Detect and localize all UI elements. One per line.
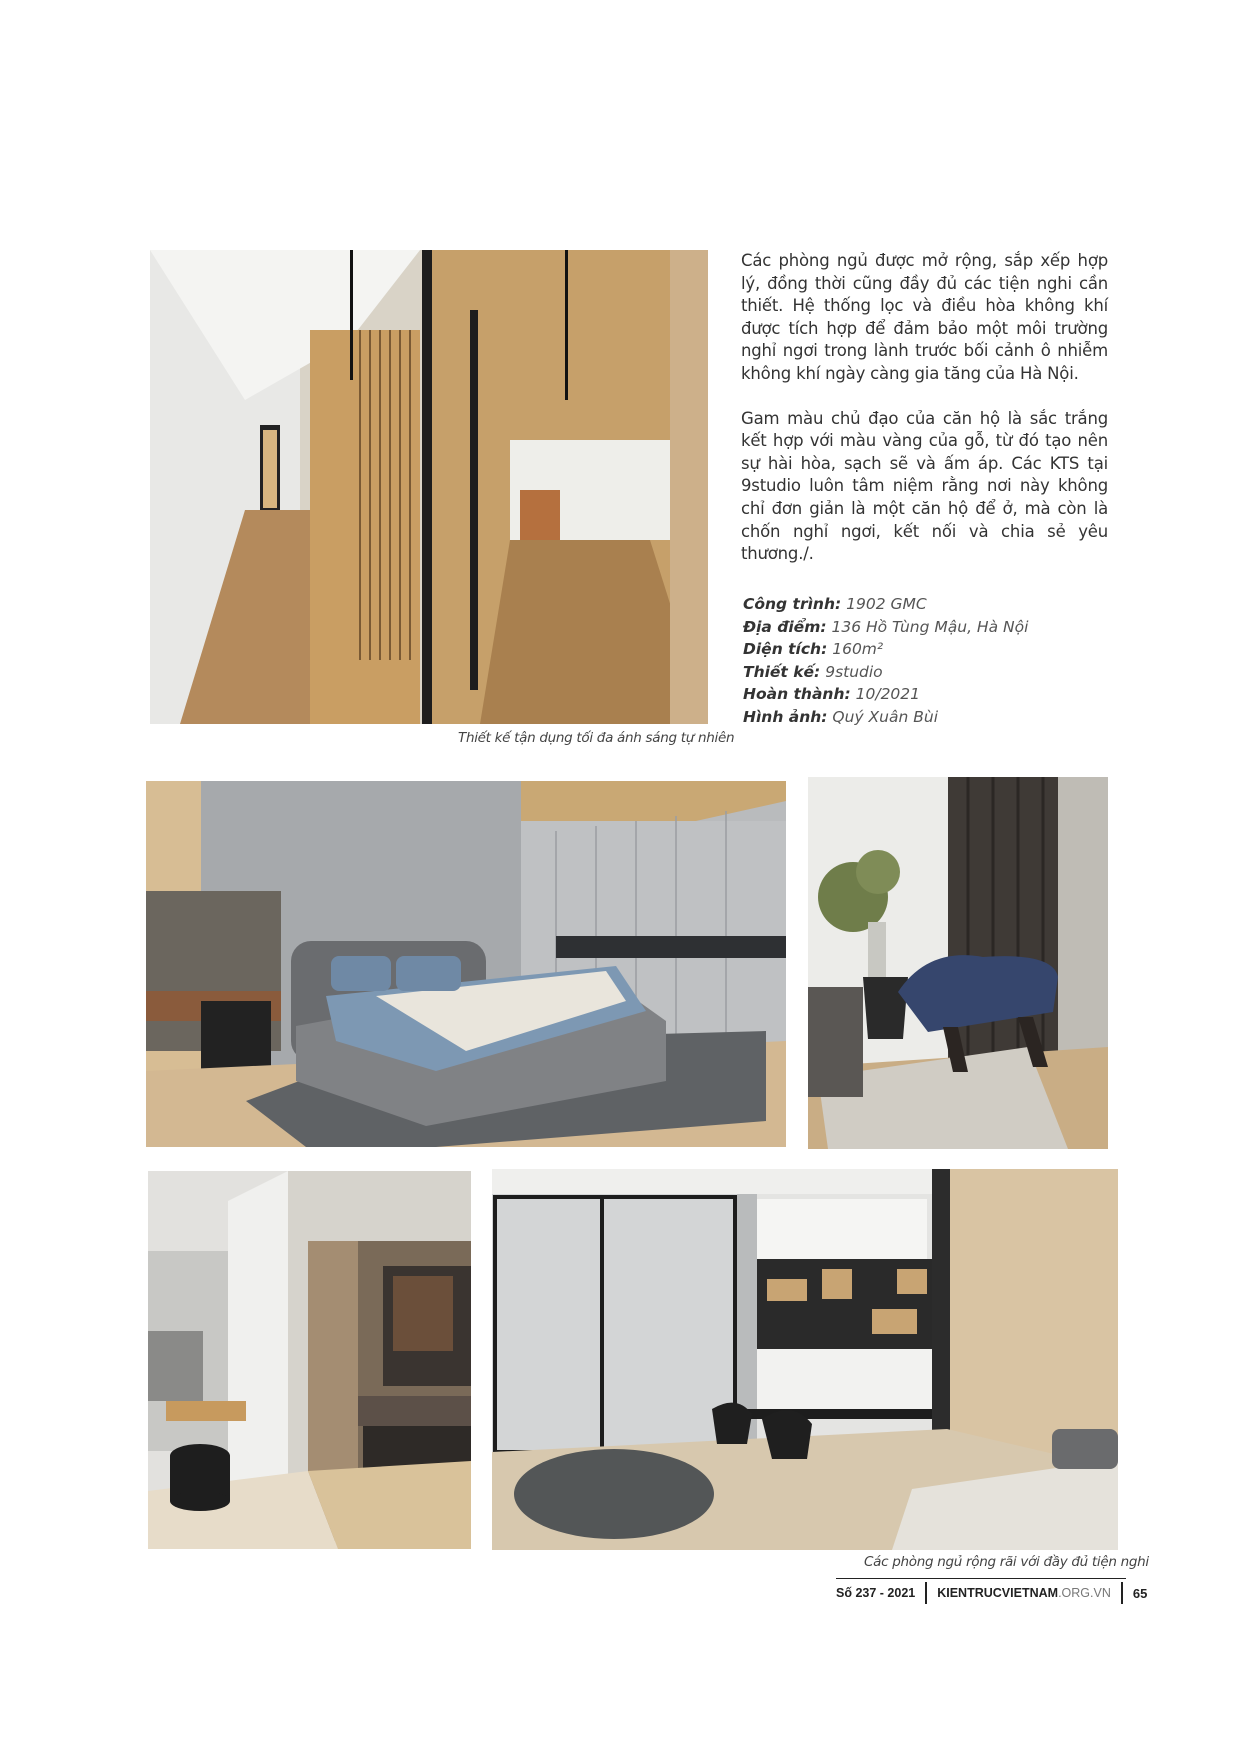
- footer-rule: [836, 1578, 1126, 1579]
- photo-study-bedroom: [492, 1169, 1118, 1550]
- page-number: 65: [1132, 1585, 1148, 1601]
- credit-row: Thiết kế: 9studio: [743, 662, 883, 681]
- credit-row: Công trình: 1902 GMC: [743, 595, 927, 613]
- body-text: [741, 250, 1108, 588]
- photo-hallway: [150, 250, 708, 724]
- footer-divider: [1121, 1582, 1123, 1604]
- photo-bathroom: [148, 1171, 471, 1549]
- credit-row: Diện tích: 160m²: [743, 640, 884, 659]
- paragraph-2: Gam màu chủ đạo của căn hộ là sắc trắng kết hợp với màu vàng của gỗ, từ đó tạo nên sự hài hòa, sạch sẽ và ấm áp. Các KTS tại 9studio luôn tâm niệm rằng nơi này không chỉ đơn giản là một căn hộ để ở, mà còn là chốn nghỉ ngơi, kết nối và chia sẻ yêu thương./.: [741, 408, 1108, 564]
- photo-master-bedroom: [146, 781, 786, 1147]
- credit-row: Hoàn thành: 10/2021: [743, 685, 921, 704]
- project-credits: [743, 593, 1103, 729]
- caption-bedrooms: Các phòng ngủ rộng rãi với đầy đủ tiện nghi: [864, 1554, 1149, 1570]
- photo-armchair-corner: [808, 777, 1108, 1149]
- page-footer: [836, 1580, 1147, 1606]
- issue-number: Số 237 - 2021: [836, 1586, 916, 1600]
- paragraph-1: Các phòng ngủ được mở rộng, sắp xếp hợp lý, đồng thời cũng đầy đủ các tiện nghi cần thiết. Hệ thống lọc và điều hòa không khí được tích hợp để đảm bảo một môi trường nghỉ ngơi trong lành trước bối cảnh ô nhiễm không khí ngày càng gia tăng của Hà Nội.: [741, 251, 1108, 383]
- credit-row: Địa điểm: 136 Hồ Tùng Mậu, Hà Nội: [743, 617, 1029, 636]
- credit-row: Hình ảnh: Quý Xuân Bùi: [743, 707, 939, 726]
- caption-hallway: Thiết kế tận dụng tối đa ánh sáng tự nhiên: [458, 730, 735, 746]
- footer-divider: [925, 1582, 927, 1604]
- site-name: KIENTRUCVIETNAM.ORG.VN: [937, 1586, 1111, 1600]
